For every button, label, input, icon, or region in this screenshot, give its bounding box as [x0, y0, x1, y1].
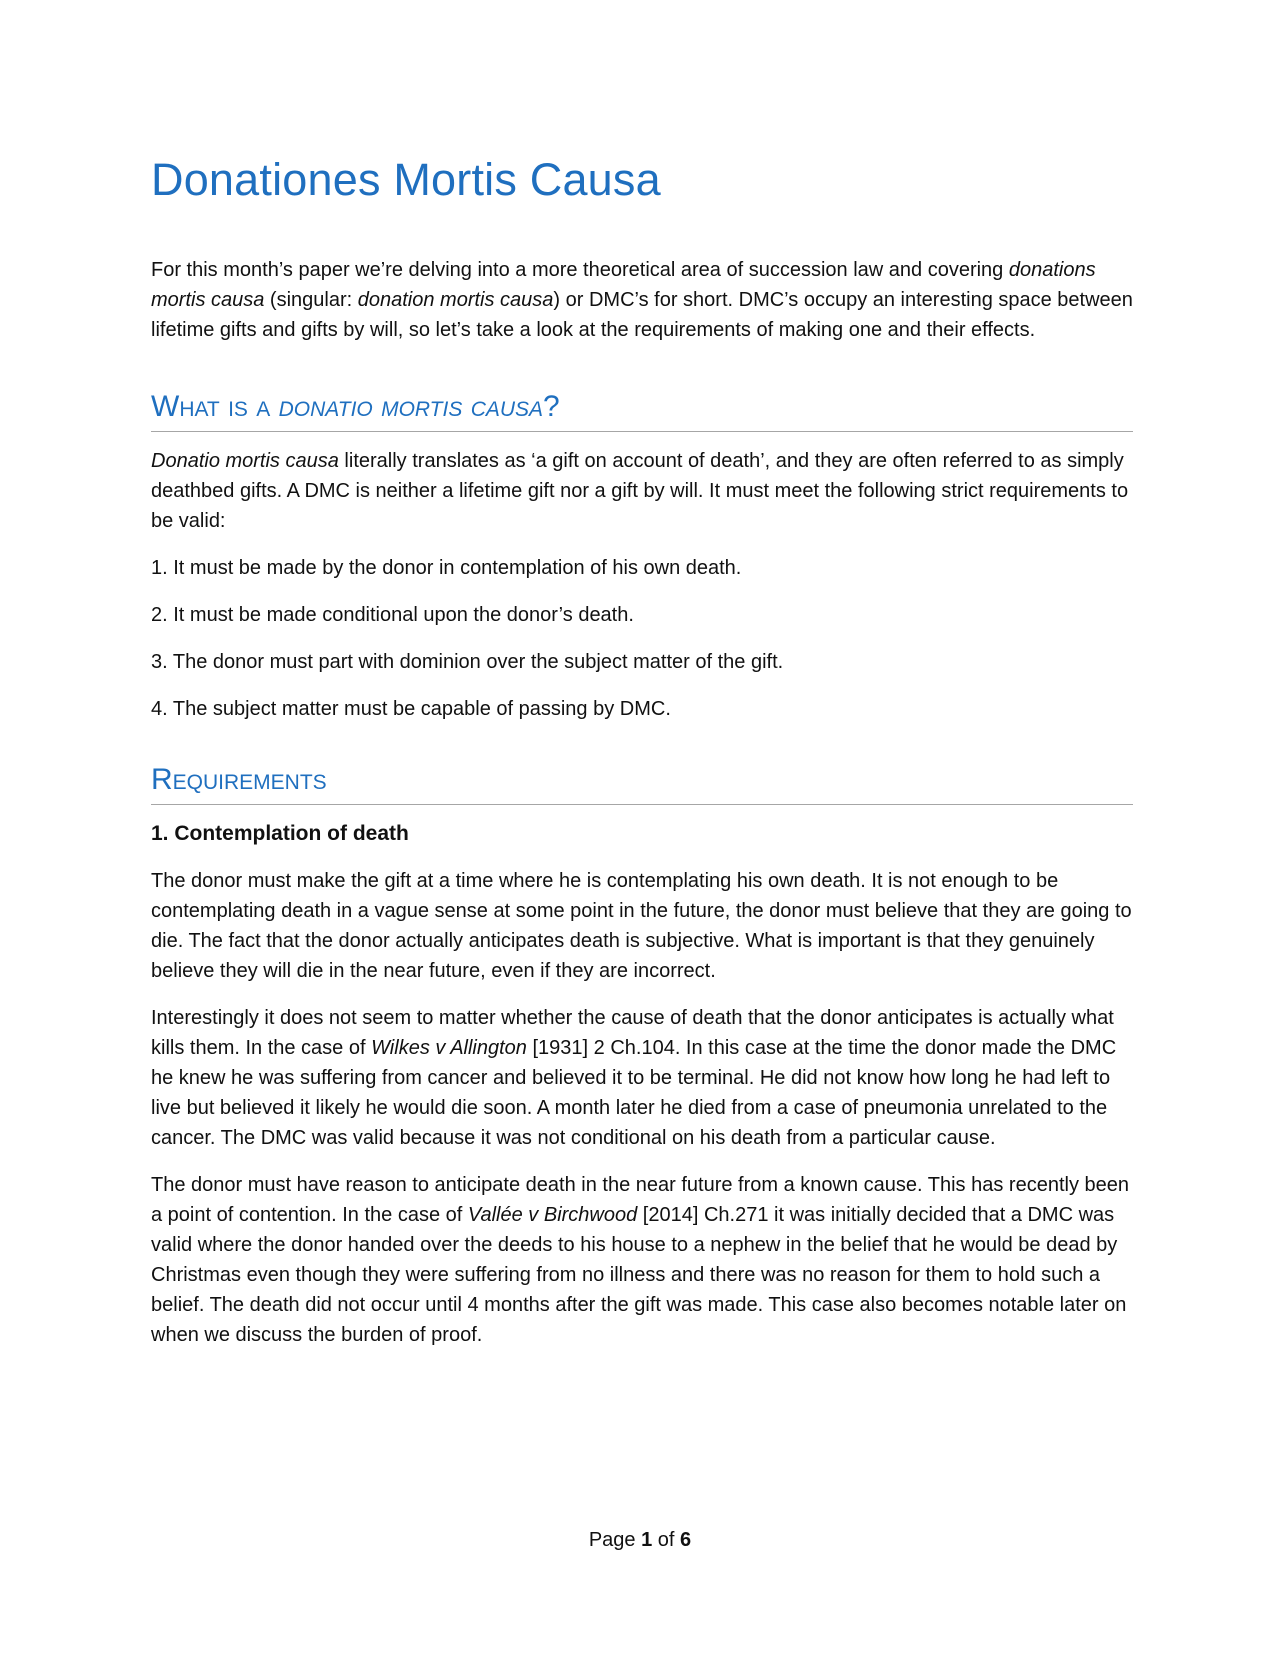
intro-paragraph [151, 255, 1133, 345]
heading-text: What is a [151, 390, 279, 423]
case-name: Vallée v Birchwood [467, 1204, 638, 1226]
heading-italic-text: donatio mortis causa [278, 390, 544, 423]
requirement-item: 1. It must be made by the donor in contemplation of his own death. [151, 557, 742, 579]
intro-italic-term: donation mortis causa [357, 289, 554, 311]
body-paragraph: The donor must make the gift at a time where he is contemplating his own death. It is not enough to be contemplating death in a vague sense at some point in the future, the donor must believe that they are going to die. The fact that the donor actually anticipates death is subjective. What is important is that they genuinely believe they will die in the near future, even if they are incorrect. [151, 870, 1132, 982]
requirement-item: 2. It must be made conditional upon the donor’s death. [151, 604, 634, 626]
case-name: Wilkes v Allington [371, 1037, 527, 1059]
document-title: Donationes Mortis Causa [151, 154, 661, 205]
body-paragraph [151, 1170, 1133, 1350]
current-page-number: 1 [641, 1529, 653, 1551]
intro-text: (singular: [264, 289, 358, 311]
body-text: The donor must have reason to anticipate death in the near future from a known cause. This has recently been a point of contention. In the case of [151, 1174, 1129, 1226]
requirement-item: 4. The subject matter must be capable of passing by DMC. [151, 698, 671, 720]
intro-text: For this month’s paper we’re delving into a more theoretical area of succession law and covering [151, 259, 1009, 281]
subheading-contemplation-of-death: 1. Contemplation of death [151, 822, 409, 845]
footer-text: of [652, 1529, 681, 1551]
body-paragraph [151, 1003, 1133, 1153]
definition-paragraph [151, 446, 1133, 536]
page-footer [0, 1525, 1280, 1555]
total-page-count: 6 [680, 1529, 692, 1551]
section-heading-what-is [151, 387, 1133, 432]
requirement-item: 3. The donor must part with dominion over the subject matter of the gift. [151, 651, 784, 673]
intro-italic-term: donations mortis causa [151, 259, 1096, 311]
footer-text: Page [588, 1529, 642, 1551]
section-heading-requirements: Requirements [151, 760, 1133, 805]
heading-text: ? [543, 390, 560, 423]
intro-text: ) or DMC’s for short. DMC’s occupy an interesting space between lifetime gifts and gifts by will, so let’s take a look at the requirements of making one and their effects. [151, 289, 1133, 341]
definition-text: literally translates as ‘a gift on account of death’, and they are often referred to as simply deathbed gifts. A DMC is neither a lifetime gift nor a gift by will. It must meet the following strict requirements to be valid: [151, 450, 1129, 532]
body-text: [2014] Ch.271 it was initially decided that a DMC was valid where the donor handed over the deeds to his house to a nephew in the belief that he would be dead by Christmas even though they were suffering from no illness and there was no reason for them to hold such a belief. The death did not occur until 4 months after the gift was made. This case also becomes notable later on when we discuss the burden of proof. [151, 1204, 1127, 1346]
definition-italic-term: Donatio mortis causa [151, 450, 339, 472]
body-text: [1931] 2 Ch.104. In this case at the time the donor made the DMC he knew he was suffering from cancer and believed it to be terminal. He did not know how long he had left to live but believed it likely he would die soon. A month later he died from a case of pneumonia unrelated to the cancer. The DMC was valid because it was not conditional on his death from a particular cause. [151, 1037, 1117, 1149]
body-text: Interestingly it does not seem to matter whether the cause of death that the donor anticipates is actually what kills them. In the case of [151, 1007, 1114, 1059]
document-page [151, 150, 1133, 1350]
